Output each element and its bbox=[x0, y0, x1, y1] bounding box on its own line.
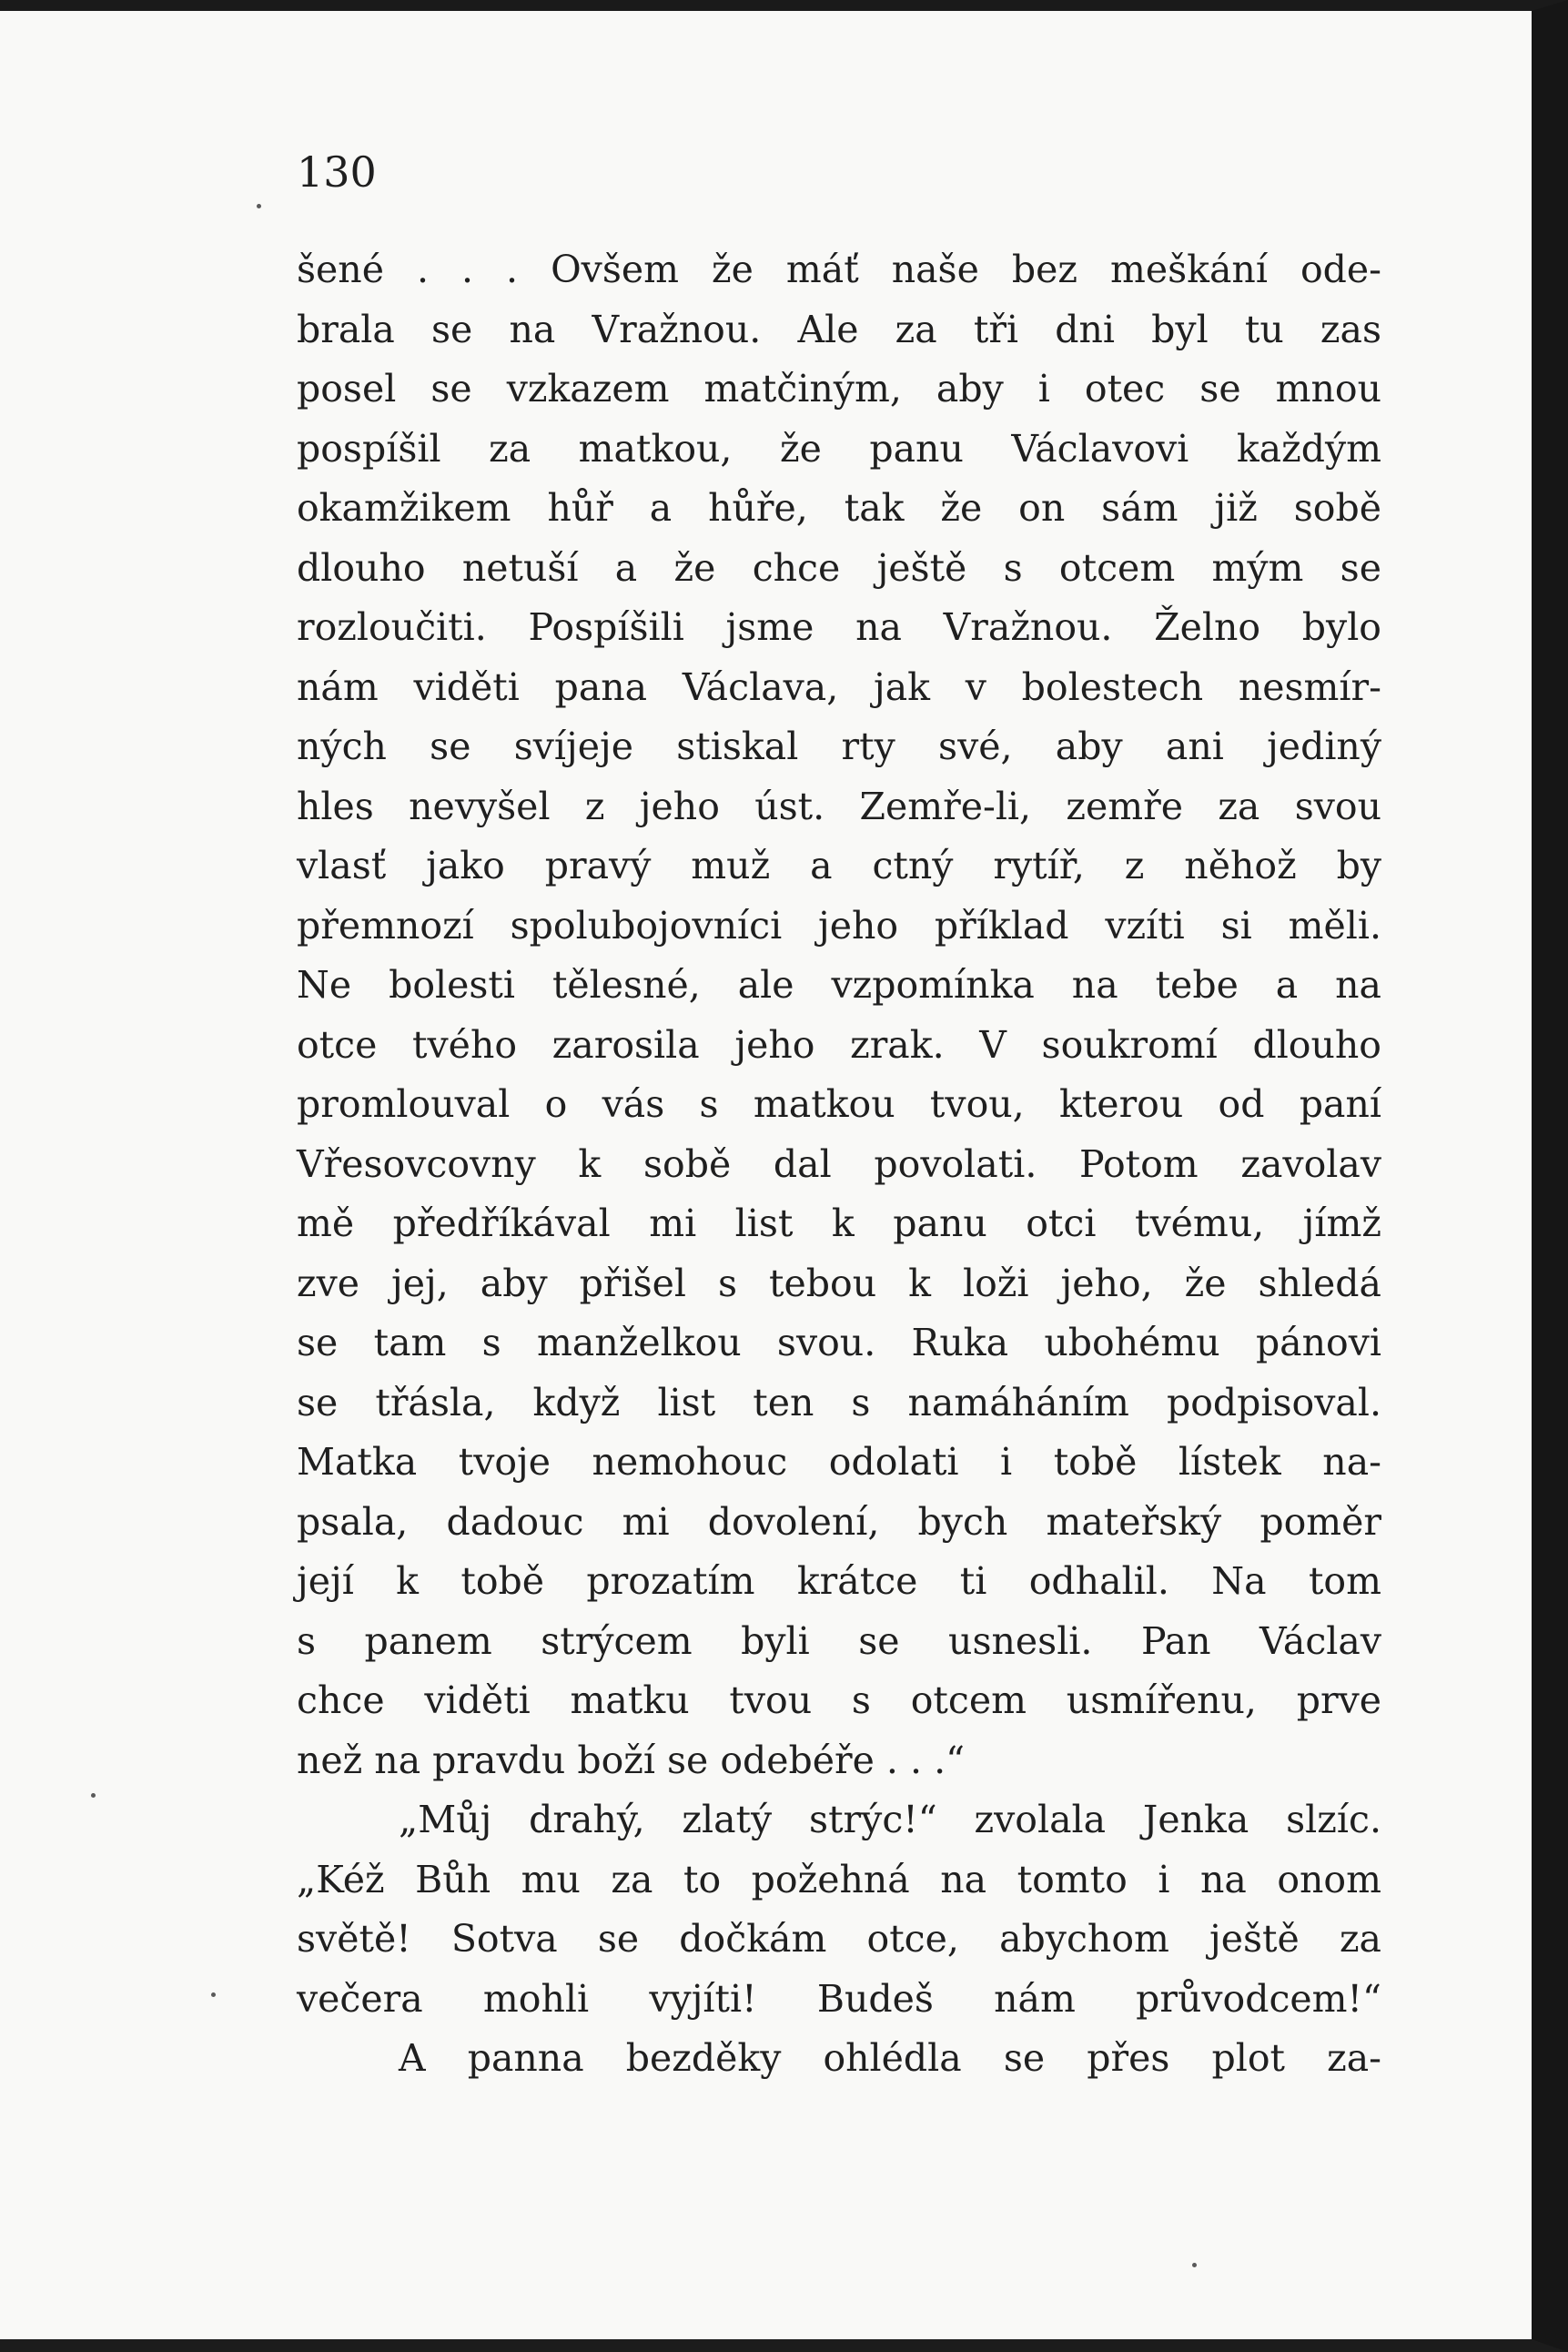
text-line: chce viděti matku tvou s otcem usmířenu, prve bbox=[297, 1678, 1381, 1722]
text-line: světě! Sotva se dočkám otce, abychom ještě za bbox=[297, 1917, 1381, 1961]
text-line: s panem strýcem byli se usnesli. Pan Václav bbox=[297, 1618, 1381, 1663]
text-line: „Můj drahý, zlatý strýc!“ zvolala Jenka slzíc. bbox=[399, 1798, 1381, 1841]
text-line: posel se vzkazem matčiným, aby i otec se mnou bbox=[297, 367, 1381, 411]
text-line: ných se svíjeje stiskal rty své, aby ani jediný bbox=[297, 725, 1381, 768]
text-line: večera mohli vyjíti! Budeš nám průvodcem!“ bbox=[297, 1976, 1381, 2021]
text-line: se tam s manželkou svou. Ruka ubohému pánovi bbox=[297, 1321, 1381, 1364]
text-line: A panna bezděky ohlédla se přes plot za- bbox=[399, 2036, 1381, 2080]
text-line: zve jej, aby přišel s tebou k loži jeho, že shledá bbox=[297, 1261, 1381, 1305]
paper-speck bbox=[1192, 2263, 1197, 2267]
text-line: nám viděti pana Václava, jak v bolestech nesmír- bbox=[297, 664, 1381, 709]
body-text bbox=[297, 240, 1381, 2089]
text-line: pospíšil za matkou, že panu Václavovi každým bbox=[297, 426, 1381, 471]
text-line: vlasť jako pravý muž a ctný rytíř, z něhož by bbox=[297, 844, 1381, 887]
paper-speck bbox=[211, 1992, 216, 1997]
paper-speck bbox=[257, 204, 261, 208]
text-line: Matka tvoje nemohouc odolati i tobě lístek na- bbox=[297, 1440, 1381, 1484]
text-line: psala, dadouc mi dovolení, bych mateřský poměr bbox=[297, 1499, 1381, 1544]
page-number: 130 bbox=[297, 147, 377, 197]
text-line: otce tvého zarosila jeho zrak. V soukromí dlouho bbox=[297, 1022, 1381, 1067]
text-line: „Kéž Bůh mu za to požehná na tomto i na onom bbox=[297, 1857, 1381, 1901]
text-line: přemnozí spolubojovníci jeho příklad vzíti si měli. bbox=[297, 903, 1381, 948]
text-line: brala se na Vražnou. Ale za tři dni byl tu zas bbox=[297, 307, 1381, 351]
text-line: okamžikem hůř a hůře, tak že on sám již sobě bbox=[297, 486, 1381, 530]
text-line: Vřesovcovny k sobě dal povolati. Potom zavolav bbox=[297, 1141, 1381, 1186]
text-line: dlouho netuší a že chce ještě s otcem mým se bbox=[297, 545, 1381, 590]
text-line: rozloučiti. Pospíšili jsme na Vražnou. Želno bylo bbox=[297, 605, 1381, 649]
text-line: šené . . . Ovšem že máť naše bez meškání ode- bbox=[297, 248, 1381, 291]
text-line: promlouval o vás s matkou tvou, kterou od paní bbox=[297, 1082, 1381, 1126]
text-line: Ne bolesti tělesné, ale vzpomínka na tebe a na bbox=[297, 963, 1381, 1007]
paper-speck bbox=[91, 1793, 96, 1798]
text-line: než na pravdu boží se odebéře . . .“ bbox=[297, 1738, 966, 1782]
text-line: mě předříkával mi list k panu otci tvému, jímž bbox=[297, 1201, 1381, 1245]
text-line: se třásla, když list ten s namáháním podpisoval. bbox=[297, 1380, 1381, 1424]
text-line: její k tobě prozatím krátce ti odhalil. Na tom bbox=[297, 1559, 1381, 1603]
text-line: hles nevyšel z jeho úst. Zemře-li, zemře za svou bbox=[297, 784, 1381, 828]
